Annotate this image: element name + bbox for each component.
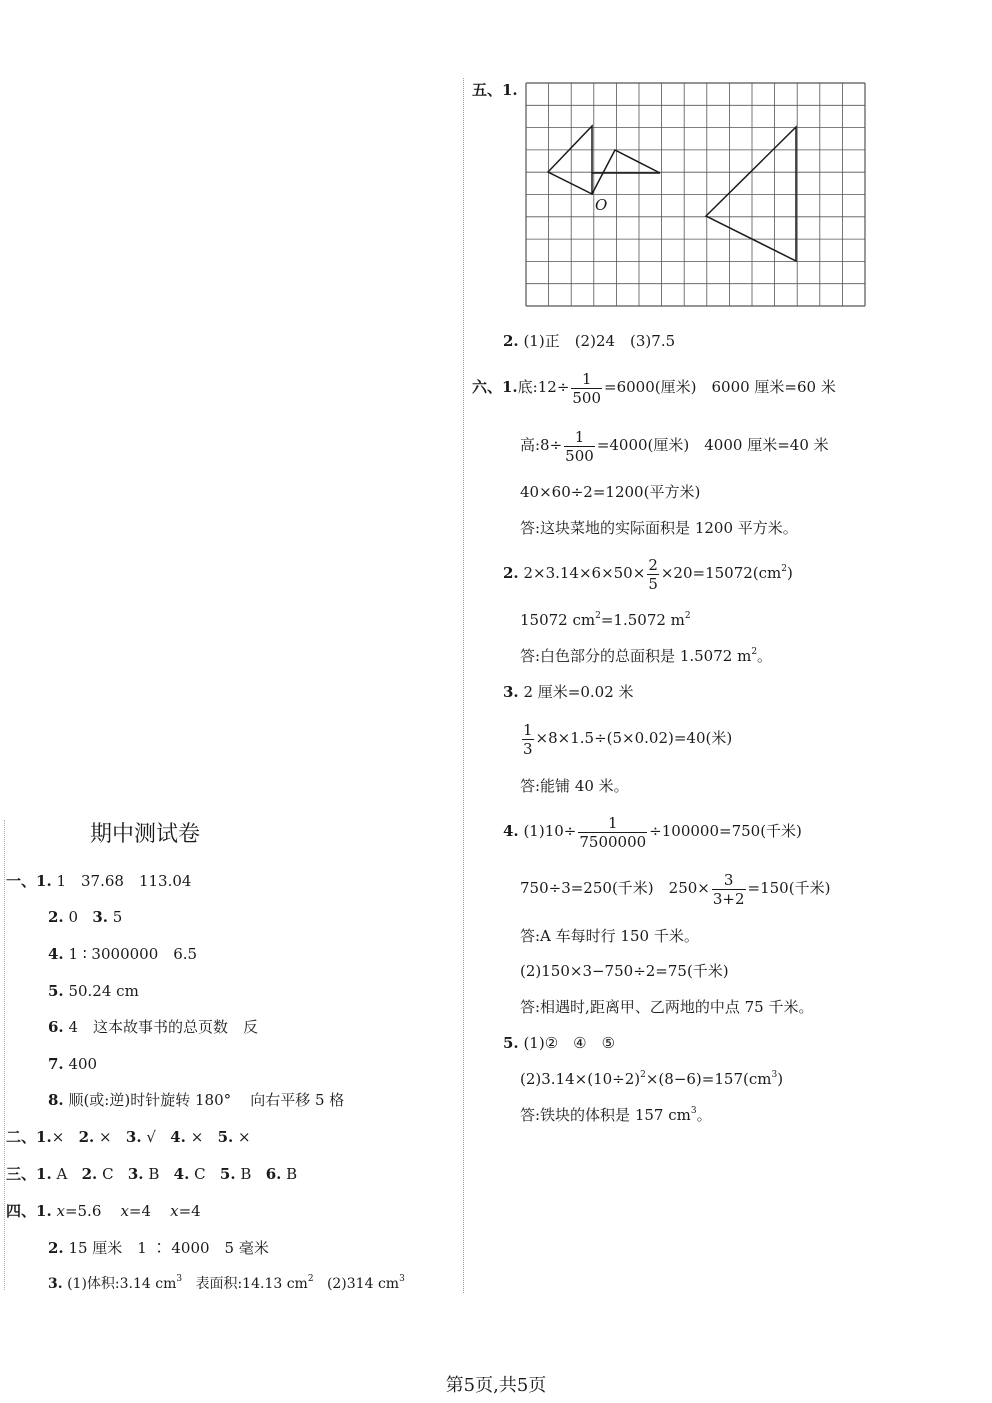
triangle-enlarged-shape: [706, 127, 796, 261]
answer-1-8: 8. 顺(或:逆)时针旋转 180° 向右平移 5 格: [48, 1091, 345, 1109]
answer-6-4-line2: 750÷3=250(千米) 250× $\frac{3}{3+2}$ =150(千米): [520, 870, 831, 908]
answer-6-2-line2: 15072 $cm^2=1.5072$ $m^2$: [520, 611, 691, 629]
answer-6-1-line3: 40×60÷2=1200(平方米): [520, 483, 701, 501]
answer-3: 三、1. A 2. C 3. B 4. C 5. B 6. B: [6, 1165, 298, 1183]
answer-6-3-answer: 答:能铺 40 米。: [520, 777, 629, 795]
triangle-rotated: [548, 126, 592, 194]
answer-6-4-answer1: 答:A 车每时行 150 千米。: [520, 927, 699, 945]
fraction: $\frac{1}{7500000}$: [579, 813, 647, 851]
answer-6-4-line1: 4. (1)10÷ $\frac{1}{7500000}$ ÷100000=750(千米): [503, 813, 802, 851]
fraction: $\frac{1}{3}$: [523, 720, 533, 758]
grid-lines: [526, 83, 865, 306]
page-footer: 第5页,共5页: [445, 1375, 547, 1396]
fraction: $\frac{3}{3+2}$: [712, 870, 745, 908]
answer-6-3-line1: 3. 2 厘米=0.02 米: [503, 683, 634, 701]
section-title: 期中测试卷: [90, 822, 201, 847]
answer-4-3: 3. (1)体积:3.14 $cm^3$ 表面积:14.13 $cm^2$ (2)314 $cm^3$: [48, 1274, 405, 1292]
answer-2: 二、1.× 2. × 3. √ 4. × 5. ×: [6, 1128, 251, 1146]
column-divider: [463, 78, 464, 1293]
answer-6-5-line2: $(2)3.14\times(10\div 2)^2\times(8-6)=157(cm^3)$: [520, 1070, 784, 1088]
answer-1-1: 一、1. 1 37.68 113.04: [6, 872, 192, 890]
answer-4-1: 四、1. x=5.6 x=4 x=4: [6, 1202, 201, 1220]
fraction: $\frac{1}{500}$: [572, 369, 602, 407]
answer-1-2-3: 2. 0 3. 5: [48, 908, 123, 926]
grid-figure: [520, 80, 870, 310]
section-5-label: 五、1.: [472, 81, 518, 99]
answer-5-2: 2. (1)正 (2)24 (3)7.5: [503, 332, 676, 350]
answer-6-1-line2: 高:8÷ $\frac{1}{500}$ =4000(厘米) 4000 厘米=40 米: [520, 427, 829, 465]
triangle-rotated-shape: [548, 126, 592, 194]
answer-1-6: 6. 4 这本故事书的总页数 反: [48, 1018, 258, 1036]
answer-1-5: 5. 50.24 cm: [48, 982, 139, 1000]
triangle-enlarged: [706, 127, 796, 261]
answer-6-4-line3: (2)150×3−750÷2=75(千米): [520, 962, 729, 980]
answer-6-1-line1: 六、1.底:12÷ $\frac{1}{500}$ =6000(厘米) 6000 厘米=60 米: [472, 369, 836, 407]
answer-6-3-line2: $\frac{1}{3}$ ×8×1.5÷(5×0.02)=40(米): [523, 720, 733, 758]
point-o-label: O: [595, 196, 608, 214]
fraction: $\frac{1}{500}$: [565, 427, 594, 465]
answer-1-7: 7. 400: [48, 1055, 98, 1073]
answer-4-2: 2. 15 厘米 1 ∶ 4000 5 毫米: [48, 1239, 269, 1257]
answer-6-2-line1: 2. 2×3.14×6×50× $\frac{2}{5}$ $\times 20=15072(cm^2)$: [503, 555, 793, 593]
answer-6-5-line1: 5. (1)② ④ ⑤: [503, 1034, 616, 1052]
answer-6-1-answer: 答:这块菜地的实际面积是 1200 平方米。: [520, 519, 798, 537]
answer-6-2-answer: 答:白色部分的总面积是 1.5072 $m^2$。: [520, 647, 773, 665]
answer-1-4: 4. 1 ∶ 3000000 6.5: [48, 945, 198, 963]
fraction: $\frac{2}{5}$: [648, 555, 658, 593]
answer-6-5-answer: 答:铁块的体积是 157 $cm^3$。: [520, 1106, 712, 1124]
answer-6-4-answer2: 答:相遇时,距离甲、乙两地的中点 75 千米。: [520, 998, 814, 1016]
left-margin-line: [4, 820, 5, 1290]
